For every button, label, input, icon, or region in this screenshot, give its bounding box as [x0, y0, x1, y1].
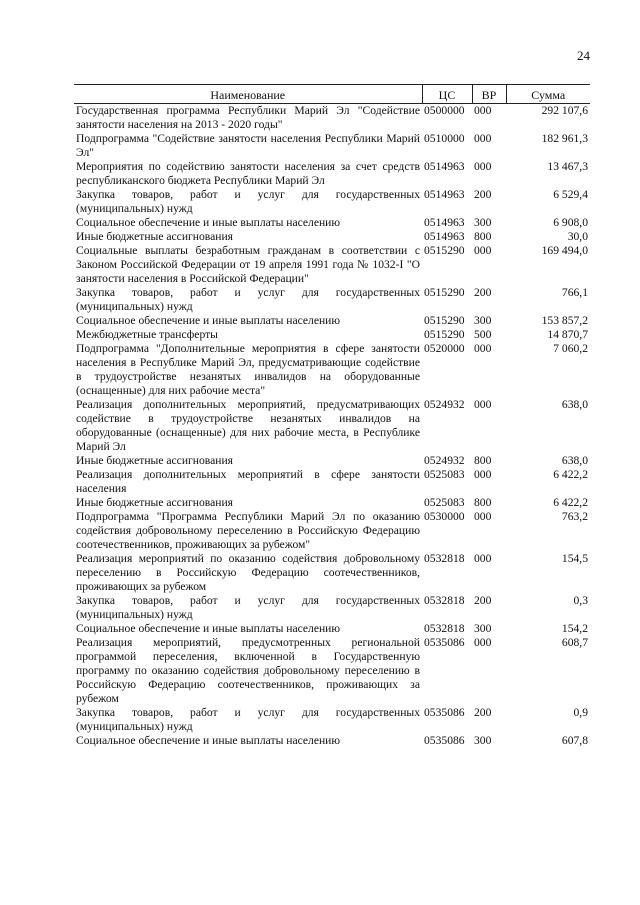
budget-table [74, 84, 590, 748]
row-expense-type: 200 [474, 594, 492, 607]
row-target-code: 0520000 [424, 342, 465, 355]
row-target-code: 0532818 [424, 594, 465, 607]
row-expense-type: 000 [474, 104, 492, 117]
row-name: Социальное обеспечение и иные выплаты населению [76, 314, 341, 327]
row-expense-type: 800 [474, 454, 492, 467]
table-row [74, 510, 590, 552]
row-target-code: 0515290 [424, 314, 465, 327]
table-header [74, 85, 590, 104]
row-amount: 182 961,3 [541, 132, 588, 145]
table-row [74, 230, 590, 244]
row-expense-type: 000 [474, 552, 492, 565]
row-amount: 14 870,7 [547, 328, 588, 341]
row-amount: 6 529,4 [553, 188, 588, 201]
row-target-code: 0525083 [424, 496, 465, 509]
row-expense-type: 300 [474, 622, 492, 635]
table-row [74, 314, 590, 328]
row-expense-type: 000 [474, 398, 492, 411]
row-expense-type: 000 [474, 636, 492, 649]
table-row [74, 398, 590, 454]
row-target-code: 0524932 [424, 398, 465, 411]
row-name: Закупка товаров, работ и услуг для государственных (муниципальных) нужд [76, 188, 420, 215]
table-row [74, 104, 590, 133]
row-amount: 30,0 [567, 230, 588, 243]
row-target-code: 0514963 [424, 160, 465, 173]
row-amount: 7 060,2 [553, 342, 588, 355]
row-name: Мероприятия по содействию занятости населения за счет средств республиканского бюджета Республики Марий Эл [76, 160, 420, 187]
table-row [74, 734, 590, 748]
row-name: Государственная программа Республики Марий Эл "Содействие занятости населения на 2013 - 2020 годы" [76, 104, 420, 131]
row-amount: 292 107,6 [541, 104, 588, 117]
row-target-code: 0500000 [424, 104, 465, 117]
row-name: Закупка товаров, работ и услуг для государственных (муниципальных) нужд [76, 286, 420, 313]
row-expense-type: 800 [474, 496, 492, 509]
table-row [74, 216, 590, 230]
table-row [74, 160, 590, 188]
row-amount: 6 422,2 [553, 468, 588, 481]
row-amount: 607,8 [561, 734, 588, 747]
row-target-code: 0532818 [424, 622, 465, 635]
table-row [74, 706, 590, 734]
row-expense-type: 200 [474, 706, 492, 719]
row-expense-type: 000 [474, 132, 492, 145]
row-amount: 0,3 [573, 594, 588, 607]
row-amount: 154,5 [561, 552, 588, 565]
row-target-code: 0532818 [424, 552, 465, 565]
table-row [74, 188, 590, 216]
row-target-code: 0515290 [424, 328, 465, 341]
row-target-code: 0514963 [424, 216, 465, 229]
row-amount: 638,0 [561, 398, 588, 411]
table-row [74, 454, 590, 468]
row-name: Реализация мероприятий, предусмотренных региональной программой переселения, включенной в Государственную программу по оказанию содействия добровольному переселению в Российскую Федерацию соотечественников, проживающих за рубежом [76, 636, 420, 705]
row-amount: 763,2 [561, 510, 588, 523]
row-name: Реализация дополнительных мероприятий в сфере занятости населения [76, 468, 420, 495]
row-expense-type: 200 [474, 188, 492, 201]
row-name: Подпрограмма "Программа Республики Марий Эл по оказанию содействия добровольному переселению в Российскую Федерацию соотечественников, проживающих за рубежом" [76, 510, 420, 551]
row-target-code: 0510000 [424, 132, 465, 145]
row-target-code: 0525083 [424, 468, 465, 481]
table-row [74, 244, 590, 286]
row-target-code: 0524932 [424, 454, 465, 467]
row-amount: 169 494,0 [541, 244, 588, 257]
row-amount: 608,7 [561, 636, 588, 649]
table-row [74, 328, 590, 342]
row-name: Межбюджетные трансферты [76, 328, 218, 341]
row-name: Социальное обеспечение и иные выплаты населению [76, 622, 341, 635]
row-expense-type: 300 [474, 314, 492, 327]
row-name: Иные бюджетные ассигнования [76, 230, 233, 243]
row-expense-type: 800 [474, 230, 492, 243]
row-expense-type: 200 [474, 286, 492, 299]
row-target-code: 0515290 [424, 244, 465, 257]
row-amount: 154,2 [561, 622, 588, 635]
row-amount: 13 467,3 [547, 160, 588, 173]
table-row [74, 468, 590, 496]
table-row [74, 132, 590, 160]
header-sum: Сумма [506, 85, 590, 104]
table-row [74, 622, 590, 636]
row-target-code: 0535086 [424, 734, 465, 747]
table-row [74, 636, 590, 706]
row-amount: 6 422,2 [553, 496, 588, 509]
row-expense-type: 000 [474, 510, 492, 523]
row-name: Подпрограмма "Дополнительные мероприятия в сфере занятости населения в Республике Марий Эл, предусматривающие содействие в трудоустройстве незанятых инвалидов на оборудованные (оснащенные) для них рабочие места" [76, 342, 420, 397]
header-row [74, 85, 590, 104]
row-name: Реализация мероприятий по оказанию содействия добровольному переселению в Российскую Федерацию соотечественников, проживающих за рубежом [76, 552, 420, 593]
row-target-code: 0535086 [424, 636, 465, 649]
row-name: Социальные выплаты безработным гражданам в соответствии с Законом Российской Федерации от 19 апреля 1991 года № 1032-I "О занятости населения в Российской Федерации" [76, 244, 420, 285]
table-row [74, 496, 590, 510]
row-target-code: 0535086 [424, 706, 465, 719]
header-cs: ЦС [422, 85, 472, 104]
row-name: Закупка товаров, работ и услуг для государственных (муниципальных) нужд [76, 706, 420, 733]
row-name: Социальное обеспечение и иные выплаты населению [76, 734, 341, 747]
row-target-code: 0515290 [424, 286, 465, 299]
row-name: Закупка товаров, работ и услуг для государственных (муниципальных) нужд [76, 594, 420, 621]
row-expense-type: 000 [474, 468, 492, 481]
row-name: Иные бюджетные ассигнования [76, 454, 233, 467]
header-name: Наименование [74, 85, 422, 104]
row-target-code: 0514963 [424, 230, 465, 243]
row-expense-type: 000 [474, 342, 492, 355]
table-row [74, 342, 590, 398]
row-target-code: 0514963 [424, 188, 465, 201]
row-amount: 6 908,0 [553, 216, 588, 229]
row-name: Реализация дополнительных мероприятий, предусматривающих содействие в трудоустройстве незанятых инвалидов на оборудованные (оснащенные) для них рабочие места, в Республике Марий Эл [76, 398, 420, 453]
table-row [74, 552, 590, 594]
header-vr: ВР [472, 85, 506, 104]
row-expense-type: 000 [474, 160, 492, 173]
row-amount: 153 857,2 [541, 314, 588, 327]
row-name: Подпрограмма "Содействие занятости населения Республики Марий Эл" [76, 132, 420, 159]
row-name: Иные бюджетные ассигнования [76, 496, 233, 509]
row-expense-type: 500 [474, 328, 492, 341]
row-target-code: 0530000 [424, 510, 465, 523]
row-expense-type: 300 [474, 216, 492, 229]
row-amount: 0,9 [573, 706, 588, 719]
row-expense-type: 000 [474, 244, 492, 257]
table-row [74, 594, 590, 622]
row-name: Социальное обеспечение и иные выплаты населению [76, 216, 341, 229]
row-amount: 766,1 [561, 286, 588, 299]
table-body [74, 104, 590, 749]
row-amount: 638,0 [561, 454, 588, 467]
row-expense-type: 300 [474, 734, 492, 747]
table-row [74, 286, 590, 314]
page-number: 24 [577, 48, 590, 63]
